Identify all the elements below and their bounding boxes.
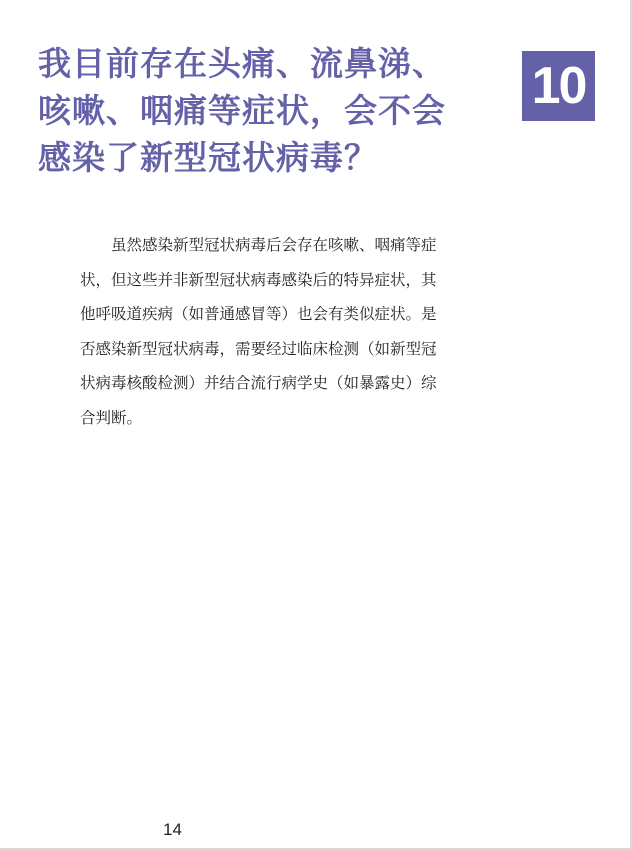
paragraph-line: 他呼吸道疾病（如普通感冒等）也会有类似症状。是 bbox=[80, 305, 437, 323]
paragraph-line: 状，但这些并非新型冠状病毒感染后的特异症状，其 bbox=[80, 270, 437, 289]
question-title bbox=[38, 40, 508, 181]
answer-paragraph bbox=[80, 228, 520, 435]
paragraph-line: 否感染新型冠状病毒，需要经过临床检测（如新型冠 bbox=[80, 339, 437, 358]
paragraph-line: 虽然感染新型冠状病毒后会存在咳嗽、咽痛等症 bbox=[80, 236, 437, 254]
title-line: 咳嗽、咽痛等症状，会不会 bbox=[38, 91, 446, 130]
title-line: 感染了新型冠状病毒？ bbox=[38, 138, 378, 177]
paragraph-line: 合判断。 bbox=[80, 408, 143, 427]
question-number-badge: 10 bbox=[522, 51, 595, 121]
paragraph-line: 状病毒核酸检测）并结合流行病学史（如暴露史）综 bbox=[80, 374, 437, 392]
title-line: 我目前存在头痛、流鼻涕、 bbox=[38, 44, 446, 83]
page-number: 14 bbox=[163, 820, 182, 839]
